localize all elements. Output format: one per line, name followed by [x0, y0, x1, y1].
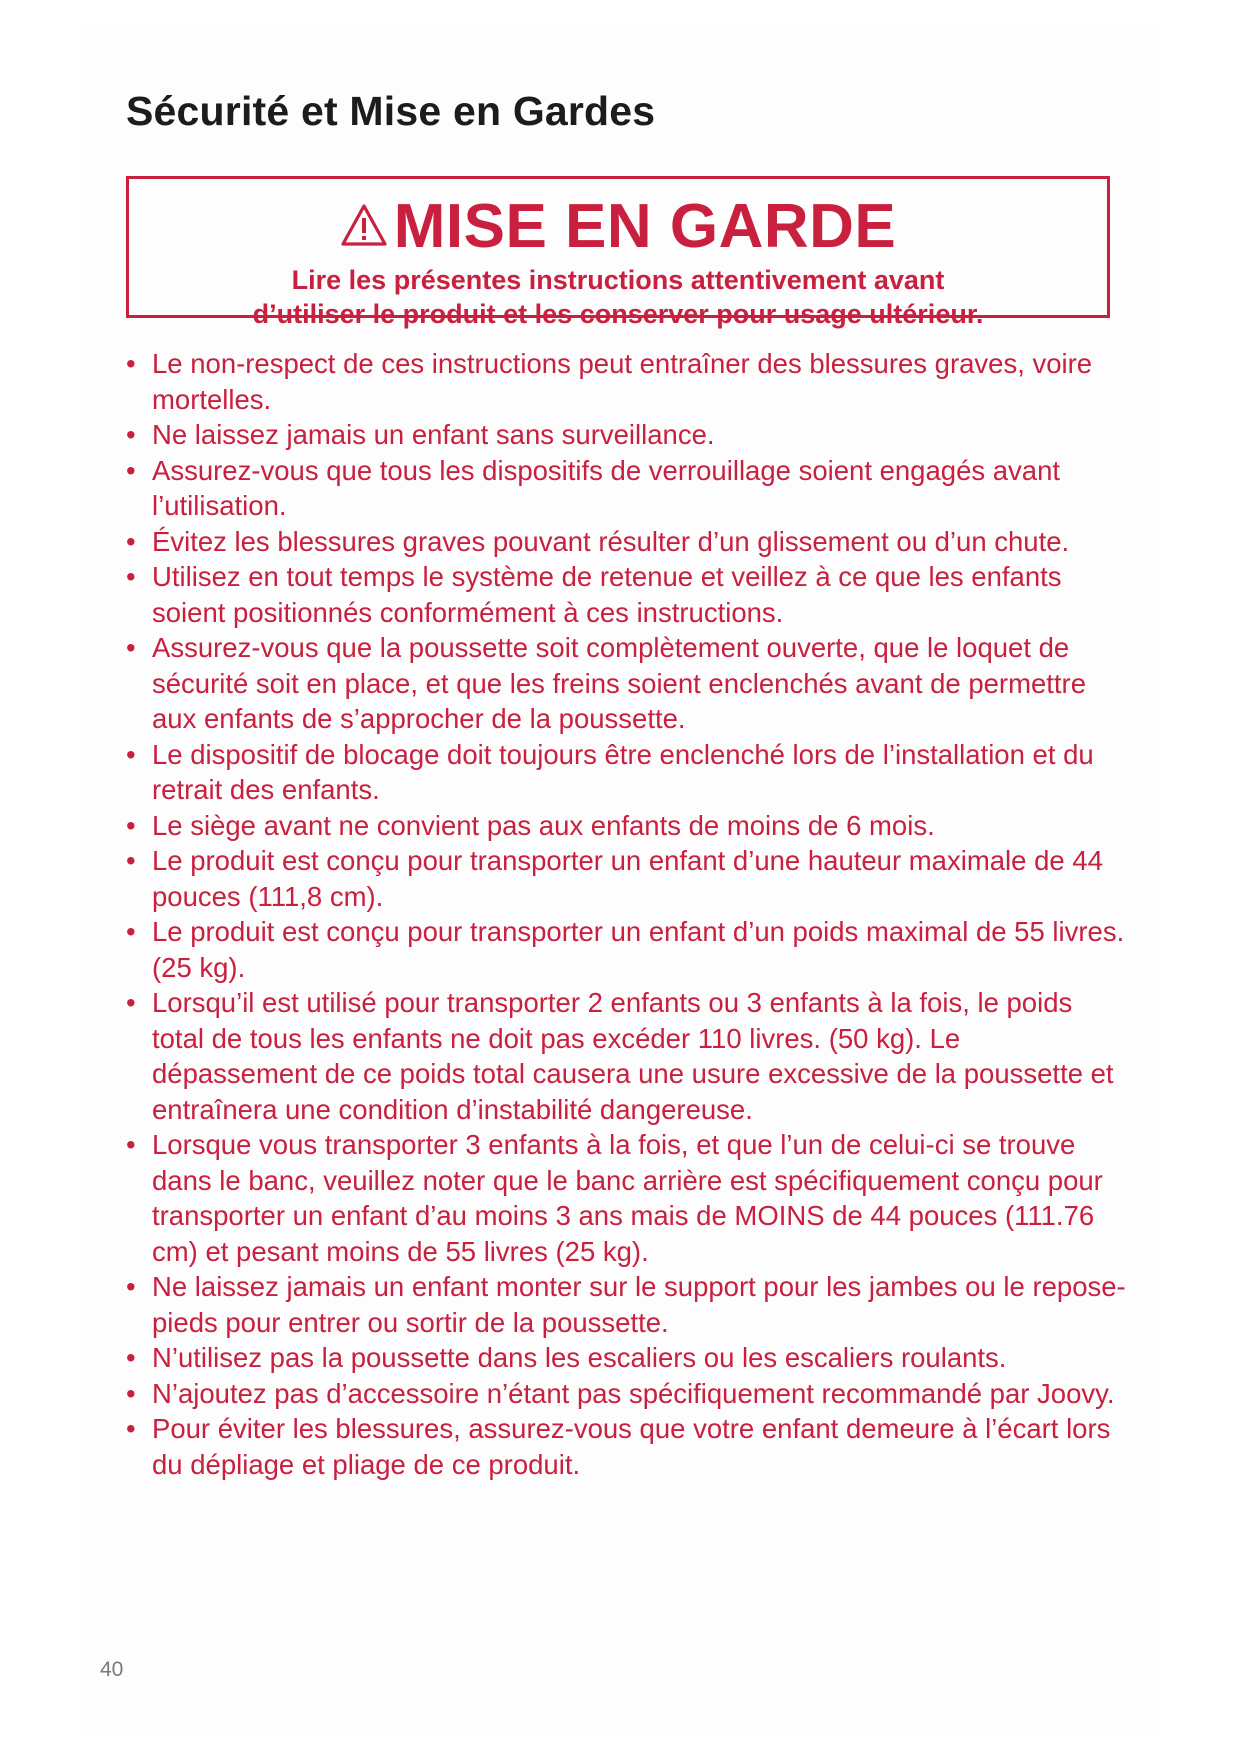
list-item: • Lorsque vous transporter 3 enfants à la fois, et que l’un de celui-ci se trouve dans le banc, veuillez noter que le banc arrière est spécifiquement conçu pour transporter un enfant d’au moins 3 ans mais de MOINS de 44 pouces (111.76 cm) et pesant moins de 55 livres (25 kg).	[126, 1127, 1126, 1269]
list-item: • Pour éviter les blessures, assurez-vous que votre enfant demeure à l’écart lors du dépliage et pliage de ce produit.	[126, 1411, 1126, 1482]
page-number: 40	[100, 1658, 124, 1681]
list-item: • Le non-respect de ces instructions peut entraîner des blessures graves, voire mortelles.	[126, 346, 1126, 417]
list-item: • Le produit est conçu pour transporter un enfant d’un poids maximal de 55 livres. (25 kg).	[126, 914, 1126, 985]
list-item: • Lorsqu’il est utilisé pour transporter 2 enfants ou 3 enfants à la fois, le poids total de tous les enfants ne doit pas excéder 110 livres. (50 kg). Le dépassement de ce poids total causera une usure excessive de la poussette et entraînera une condition d’instabilité dangereuse.	[126, 985, 1126, 1127]
list-item: • Le dispositif de blocage doit toujours être enclenché lors de l’installation et du retrait des enfants.	[126, 737, 1126, 808]
warning-subtitle-line-1: Lire les présentes instructions attentivement avant	[291, 265, 945, 295]
list-item: • N’ajoutez pas d’accessoire n’étant pas spécifiquement recommandé par Joovy.	[126, 1376, 1126, 1412]
warning-list	[126, 346, 1126, 1482]
list-item: • Ne laissez jamais un enfant sans surveillance.	[126, 417, 1126, 453]
warning-triangle-icon	[340, 191, 394, 263]
list-item: • Le siège avant ne convient pas aux enfants de moins de 6 mois.	[126, 808, 1126, 844]
warning-box	[126, 176, 1110, 329]
list-item: • Assurez-vous que tous les dispositifs de verrouillage soient engagés avant l’utilisation.	[126, 453, 1126, 524]
page-title: Sécurité et Mise en Gardes	[126, 88, 656, 134]
warning-heading-text: MISE EN GARDE	[393, 192, 897, 261]
list-item: • Utilisez en tout temps le système de retenue et veillez à ce que les enfants soient positionnés conformément à ces instructions.	[126, 559, 1126, 630]
list-item: • Le produit est conçu pour transporter un enfant d’une hauteur maximale de 44 pouces (111,8 cm).	[126, 843, 1126, 914]
warning-heading	[129, 191, 1107, 263]
list-item: • Évitez les blessures graves pouvant résulter d’un glissement ou d’un chute.	[126, 524, 1126, 560]
list-item: • N’utilisez pas la poussette dans les escaliers ou les escaliers roulants.	[126, 1340, 1126, 1376]
list-item: • Ne laissez jamais un enfant monter sur le support pour les jambes ou le repose-pieds pour entrer ou sortir de la poussette.	[126, 1269, 1126, 1340]
list-item: • Assurez-vous que la poussette soit complètement ouverte, que le loquet de sécurité soit en place, et que les freins soient enclenchés avant de permettre aux enfants de s’approcher de la poussette.	[126, 630, 1126, 737]
warning-subtitle-line-2: d’utiliser le produit et les conserver pour usage ultérieur.	[252, 299, 984, 329]
